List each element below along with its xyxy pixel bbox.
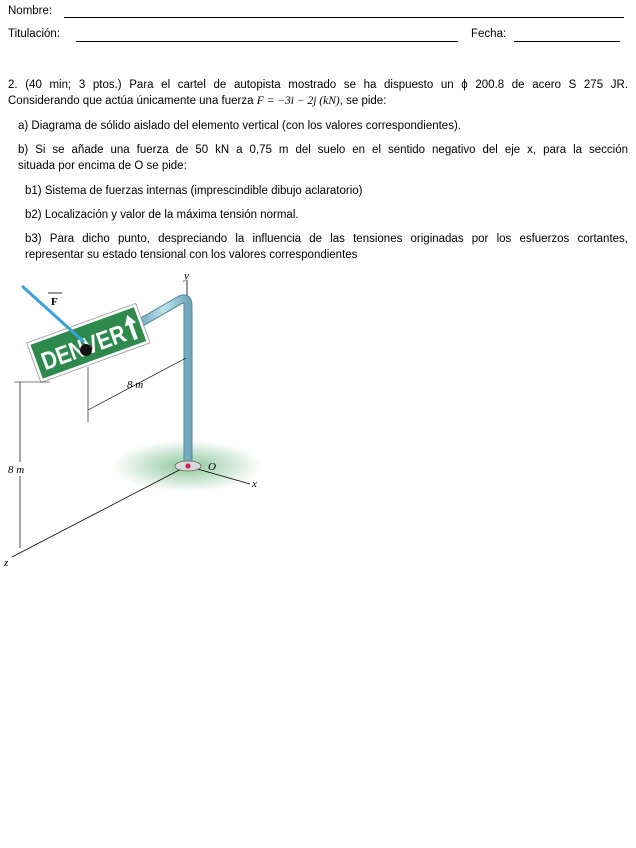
item-b3: [25, 231, 628, 263]
item-b1: b1) Sistema de fuerzas internas (imprescindible dibujo aclaratorio): [25, 185, 363, 197]
problem-line-2-start: Considerando que actúa únicamente una fuerza: [8, 95, 254, 107]
dim-horizontal-label: 8 m: [127, 379, 144, 391]
axis-z-label: z: [4, 557, 9, 569]
date-field-line[interactable]: [514, 41, 620, 42]
force-label: F: [51, 296, 58, 308]
degree-label: Titulación:: [8, 28, 60, 40]
name-field-line[interactable]: [64, 17, 624, 18]
force-expression: F = −3i − 2j (kN): [256, 95, 340, 107]
highway-sign-figure: [0, 270, 290, 575]
degree-field-line[interactable]: [76, 41, 458, 42]
axis-x-label: x: [252, 478, 257, 490]
item-b3-line-1: b3) Para dicho punto, despreciando la influencia de las tensiones originadas por los esfuerzos cortantes,: [25, 233, 628, 245]
axis-y-label: y: [184, 270, 189, 282]
origin-label: O: [208, 461, 216, 473]
item-b3-line-2: representar su estado tensional con los valores correspondientes: [25, 249, 358, 261]
sign-text: DENVER: [37, 314, 146, 377]
force-application-point: [80, 344, 92, 356]
name-label: Nombre:: [8, 5, 53, 17]
item-b2: b2) Localización y valor de la máxima tensión normal.: [25, 209, 299, 221]
item-b: [18, 142, 628, 174]
problem-statement: [8, 77, 628, 109]
z-axis-line: [12, 466, 187, 557]
sign-group: [27, 303, 150, 382]
problem-line-1: 2. (40 min; 3 ptos.) Para el cartel de autopista mostrado se ha dispuesto un ϕ 200.8 de acero S 275 JR.: [8, 79, 628, 91]
origin-point: [185, 463, 190, 468]
date-label: Fecha:: [471, 28, 507, 40]
dim-vertical-label: 8 m: [8, 464, 25, 476]
problem-line-2-end: , se pide:: [339, 95, 387, 107]
item-b-line-1: b) Si se añade una fuerza de 50 kN a 0,75 m del suelo en el sentido negativo del eje x, para la sección: [18, 144, 628, 156]
problem-line-2: [8, 93, 628, 109]
item-b-line-2: situada por encima de O se pide:: [18, 160, 187, 172]
item-a: a) Diagrama de sólido aislado del elemento vertical (con los valores correspondientes).: [18, 120, 461, 132]
